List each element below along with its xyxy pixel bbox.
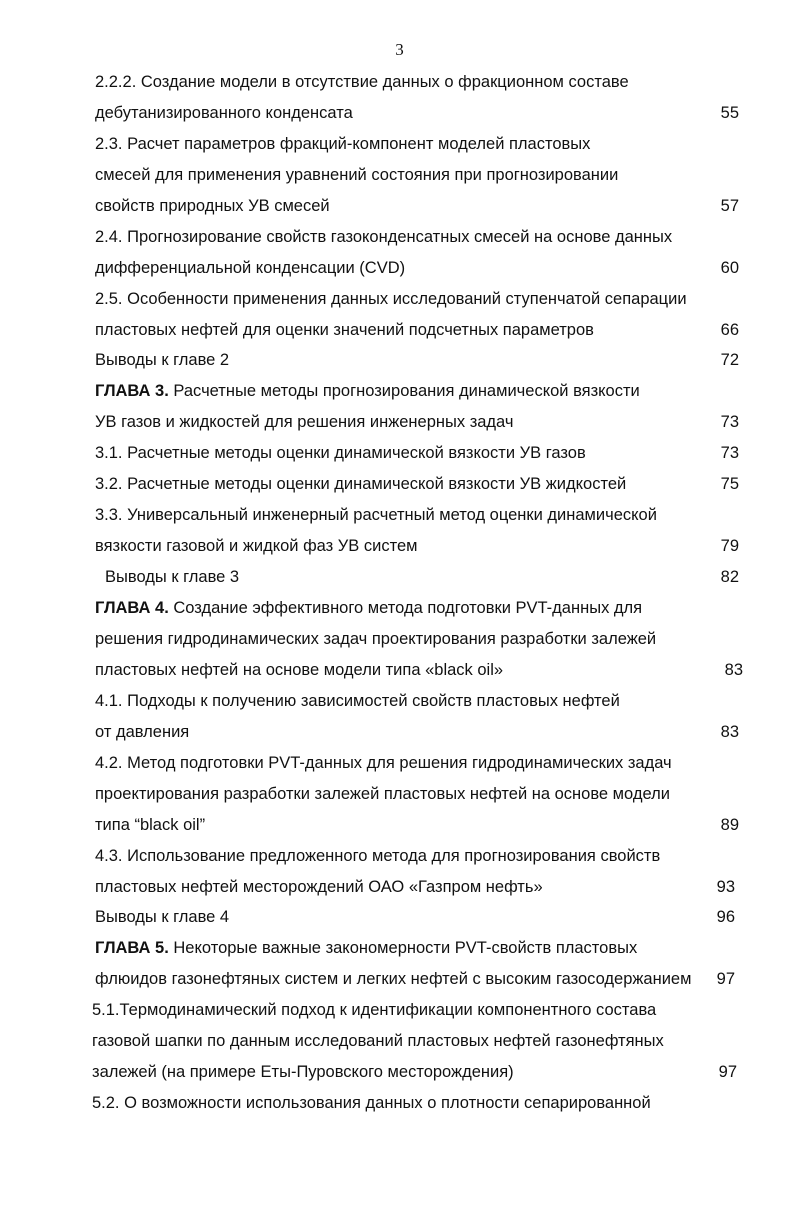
toc-page-number: 83 [720,723,739,741]
toc-line: Выводы к главе 3 [105,568,240,586]
toc-line: Выводы к главе 2 [95,351,230,369]
toc-line: флюидов газонефтяных систем и легких нефтей с высоким газосодержанием [95,970,692,988]
toc-line: дебутанизированного конденсата [95,104,353,122]
toc-line: решения гидродинамических задач проектирования разработки залежей [95,630,657,648]
toc-page-number: 82 [720,568,739,586]
chapter-heading: ГЛАВА 5. Некоторые важные закономерности PVT-свойств пластовых [95,939,638,957]
toc-line: Выводы к главе 4 [95,908,230,926]
toc-line: 4.3. Использование предложенного метода для прогнозирования свойств [95,847,661,865]
toc-page-number: 97 [718,1063,737,1081]
toc-page-number: 60 [720,259,739,277]
toc-page-number: 57 [720,197,739,215]
toc-page-number: 73 [720,413,739,431]
toc-page-number: 75 [720,475,739,493]
toc-line: УВ газов и жидкостей для решения инженерных задач [95,413,514,431]
toc-line: проектирования разработки залежей пластовых нефтей на основе модели [95,785,670,803]
toc-line: дифференциальной конденсации (CVD) [95,259,406,277]
toc-line: 3.3. Универсальный инженерный расчетный метод оценки динамической [95,506,657,524]
page-number: 3 [395,40,404,59]
toc-line: от давления [95,723,190,741]
toc-line: 2.3. Расчет параметров фракций-компонент моделей пластовых [95,135,591,153]
toc-line: 4.2. Метод подготовки PVT-данных для решения гидродинамических задач [95,754,672,772]
toc-line: залежей (на примере Еты-Пуровского месторождения) [92,1063,514,1081]
toc-page-number: 89 [720,816,739,834]
toc-line: 2.5. Особенности применения данных исследований ступенчатой сепарации [95,290,687,308]
toc-line: 3.1. Расчетные методы оценки динамической вязкости УВ газов [95,444,586,462]
toc-line: 2.2.2. Создание модели в отсутствие данных о фракционном составе [95,73,629,91]
toc-line: 2.4. Прогнозирование свойств газоконденсатных смесей на основе данных [95,228,673,246]
toc-page-number: 72 [720,351,739,369]
toc-line: 5.1.Термодинамический подход к идентификации компонентного состава [92,1001,657,1019]
chapter-heading: ГЛАВА 4. Создание эффективного метода подготовки PVT-данных для [95,599,643,617]
toc-line: типа “black oil” [95,816,206,834]
toc-line: свойств природных УВ смесей [95,197,330,215]
chapter-heading: ГЛАВА 3. Расчетные методы прогнозирования динамической вязкости [95,382,640,400]
toc-page-number: 93 [716,878,735,896]
toc-line: 4.1. Подходы к получению зависимостей свойств пластовых нефтей [95,692,620,710]
toc-page-number: 55 [720,104,739,122]
toc-page-number: 96 [716,908,735,926]
toc-page-number: 79 [720,537,739,555]
toc-line: пластовых нефтей для оценки значений подсчетных параметров [95,321,594,339]
toc-page-number: 83 [724,661,743,679]
toc-line: пластовых нефтей на основе модели типа «black oil» [95,661,504,679]
toc-line: газовой шапки по данным исследований пластовых нефтей газонефтяных [92,1032,664,1050]
toc-page-number: 97 [716,970,735,988]
toc-line: 3.2. Расчетные методы оценки динамической вязкости УВ жидкостей [95,475,627,493]
toc-line: 5.2. О возможности использования данных о плотности сепарированной [92,1094,651,1112]
toc-page-number: 66 [720,321,739,339]
toc-line: пластовых нефтей месторождений ОАО «Газпром нефть» [95,878,543,896]
toc-line: смесей для применения уравнений состояния при прогнозировании [95,166,619,184]
toc-line: вязкости газовой и жидкой фаз УВ систем [95,537,418,555]
toc-page-number: 73 [720,444,739,462]
